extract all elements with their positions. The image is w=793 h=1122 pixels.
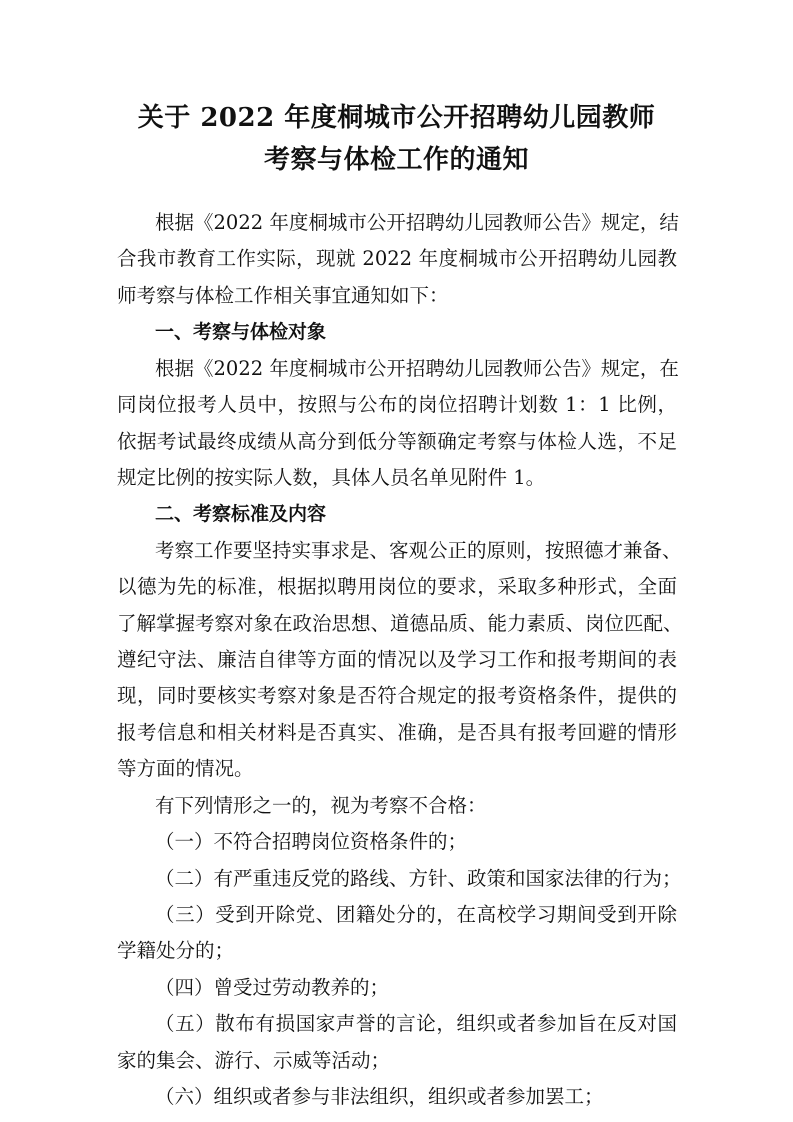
- paragraph-line: 同岗位报考人员中，按照与公布的岗位招聘计划数 1：1 比例，: [117, 393, 677, 417]
- paragraph-line: 根据《2022 年度桐城市公开招聘幼儿园教师公告》规定，在: [155, 356, 679, 380]
- paragraph-line: 报考信息和相关材料是否真实、准确，是否具有报考回避的情形: [117, 720, 677, 744]
- paragraph-line: 有下列情形之一的，视为考察不合格：: [155, 793, 487, 817]
- list-item: （四）曾受过劳动教养的；: [155, 975, 390, 999]
- document-title-line-1: 关于 2022 年度桐城市公开招聘幼儿园教师: [137, 103, 656, 133]
- section-heading-2: 二、考察标准及内容: [155, 503, 327, 526]
- list-item: （二）有严重违反党的路线、方针、政策和国家法律的行为；: [155, 866, 682, 890]
- paragraph-line: 了解掌握考察对象在政治思想、道德品质、能力素质、岗位匹配、: [117, 611, 683, 635]
- paragraph-line: 根据《2022 年度桐城市公开招聘幼儿园教师公告》规定，结: [155, 211, 679, 234]
- paragraph-line: 考察工作要坚持实事求是、客观公正的原则，按照德才兼备、: [155, 538, 682, 562]
- list-item: （五）散布有损国家声誉的言论，组织或者参加旨在反对国: [155, 1012, 677, 1036]
- paragraph-line: 现，同时要核实考察对象是否符合规定的报考资格条件，提供的: [117, 684, 677, 708]
- paragraph-line: 遵纪守法、廉洁自律等方面的情况以及学习工作和报考期间的表: [117, 648, 677, 671]
- list-item-continuation: 家的集会、游行、示威等活动；: [117, 1048, 391, 1072]
- paragraph-line: 等方面的情况。: [117, 757, 254, 781]
- paragraph-line: 师考察与体检工作相关事宜通知如下：: [117, 283, 449, 307]
- list-item-continuation: 学籍处分的；: [117, 939, 235, 963]
- paragraph-line: 合我市教育工作实际，现就 2022 年度桐城市公开招聘幼儿园教: [117, 247, 677, 271]
- paragraph-line: 以德为先的标准，根据拟聘用岗位的要求，采取多种形式，全面: [117, 575, 677, 599]
- list-item: （六）组织或者参与非法组织，组织或者参加罢工；: [155, 1085, 604, 1108]
- paragraph-line: 依据考试最终成绩从高分到低分等额确定考察与体检人选，不足: [117, 429, 677, 453]
- list-item: （一）不符合招聘岗位资格条件的；: [155, 830, 468, 854]
- document-title-line-2: 考察与体检工作的通知: [263, 145, 529, 175]
- paragraph-line: 规定比例的按实际人数，具体人员名单见附件 1。: [117, 465, 546, 489]
- list-item: （三）受到开除党、团籍处分的，在高校学习期间受到开除: [155, 902, 677, 926]
- section-heading-1: 一、考察与体检对象: [155, 321, 327, 344]
